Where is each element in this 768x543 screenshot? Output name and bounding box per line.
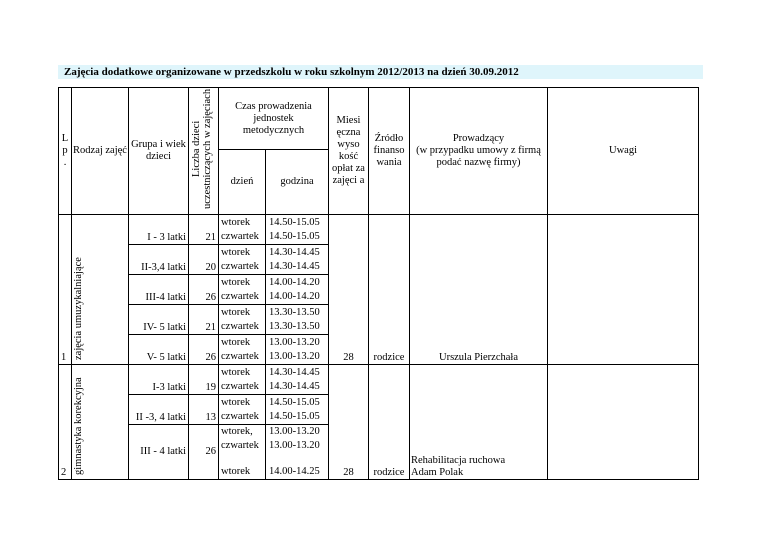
section-2-teacher: Rehabilitacja ruchowa Adam Polak	[410, 365, 548, 480]
header-lp: L p .	[59, 88, 72, 215]
hour-cell: 14.30-14.45	[269, 366, 320, 378]
day-cell: czwartek	[221, 260, 259, 272]
header-liczba: Liczba dzieci uczestniczących w zajęciach	[189, 88, 219, 215]
section-1-rodzaj: zajęcia umuzykalniające	[72, 215, 129, 365]
count-cell: 20	[189, 245, 219, 275]
header-czas: Czas prowadzenia jednostek metodycznych	[219, 88, 329, 150]
day-cell: wtorek	[221, 276, 251, 288]
hour-cell: 14.30-14.45	[269, 260, 320, 272]
hour-cell: 14.00-14.20	[269, 290, 320, 302]
day-cell: wtorek	[221, 306, 251, 318]
day-cell: wtorek	[221, 366, 251, 378]
section-2-source: rodzice	[369, 365, 410, 480]
day-cell: wtorek	[221, 466, 251, 477]
group-cell: II-3,4 latki	[129, 245, 189, 275]
day-cell: wtorek,	[221, 426, 253, 437]
header-godzina: godzina	[266, 150, 329, 215]
hour-cell: 14.50-15.05	[269, 230, 320, 242]
section-1-fee: 28	[329, 215, 369, 365]
group-cell: II -3, 4 latki	[129, 395, 189, 425]
header-rodzaj: Rodzaj zajęć	[72, 88, 129, 215]
hour-cell: 14.50-15.05	[269, 396, 320, 408]
hour-cell: 14.30-14.45	[269, 246, 320, 258]
hour-cell: 14.30-14.45	[269, 380, 320, 392]
document-title: Zajęcia dodatkowe organizowane w przedszkolu w roku szkolnym 2012/2013 na dzień 30.09.2012	[58, 65, 703, 79]
count-cell: 26	[189, 335, 219, 365]
count-cell: 21	[189, 305, 219, 335]
day-cell: czwartek	[221, 290, 259, 302]
section-1-lp: 1	[59, 215, 72, 365]
hour-cell: 14.50-15.05	[269, 216, 320, 228]
header-prowadzacy: Prowadzący (w przypadku umowy z firmą podać nazwę firmy)	[410, 88, 548, 215]
hour-cell: 13.00-13.20	[269, 336, 320, 348]
group-cell: III-4 latki	[129, 275, 189, 305]
section-2-fee: 28	[329, 365, 369, 480]
hour-cell: 13.00-13.20	[269, 350, 320, 362]
day-cell: wtorek	[221, 216, 251, 228]
section-2-rodzaj: gimnastyka korekcyjna	[72, 365, 129, 480]
day-cell: wtorek	[221, 396, 251, 408]
group-cell: I-3 latki	[129, 365, 189, 395]
header-miesieczna: Miesi ęczna wyso kość opłat za zajęci a	[329, 88, 369, 215]
count-cell: 13	[189, 395, 219, 425]
header-grupa: Grupa i wiek dzieci	[129, 88, 189, 215]
section-1-teacher: Urszula Pierzchała	[410, 215, 548, 365]
hour-cell: 14.50-15.05	[269, 410, 320, 422]
header-dzien: dzień	[219, 150, 266, 215]
section-1-source: rodzice	[369, 215, 410, 365]
hour-cell: 14.00-14.25	[269, 466, 320, 477]
count-cell: 26	[189, 425, 219, 480]
day-cell: czwartek	[221, 380, 259, 392]
hour-cell: 13.30-13.50	[269, 306, 320, 318]
day-cell: wtorek	[221, 336, 251, 348]
header-uwagi: Uwagi	[548, 88, 699, 215]
day-cell: czwartek	[221, 350, 259, 362]
section-1-uwagi	[548, 215, 699, 365]
group-cell: V- 5 latki	[129, 335, 189, 365]
hour-cell: 14.00-14.20	[269, 276, 320, 288]
day-cell: czwartek	[221, 440, 259, 451]
hour-cell: 13.30-13.50	[269, 320, 320, 332]
header-zrodlo: Źródło finanso wania	[369, 88, 410, 215]
count-cell: 19	[189, 365, 219, 395]
group-cell: I - 3 latki	[129, 215, 189, 245]
day-cell: czwartek	[221, 320, 259, 332]
group-cell: IV- 5 latki	[129, 305, 189, 335]
day-cell: czwartek	[221, 410, 259, 422]
day-cell: wtorek	[221, 246, 251, 258]
schedule-table	[58, 87, 699, 480]
day-cell: czwartek	[221, 230, 259, 242]
hour-cell: 13.00-13.20	[269, 426, 320, 437]
count-cell: 21	[189, 215, 219, 245]
section-2-uwagi	[548, 365, 699, 480]
count-cell: 26	[189, 275, 219, 305]
group-cell: III - 4 latki	[129, 425, 189, 480]
section-2-lp: 2	[59, 365, 72, 480]
hour-cell: 13.00-13.20	[269, 440, 320, 451]
